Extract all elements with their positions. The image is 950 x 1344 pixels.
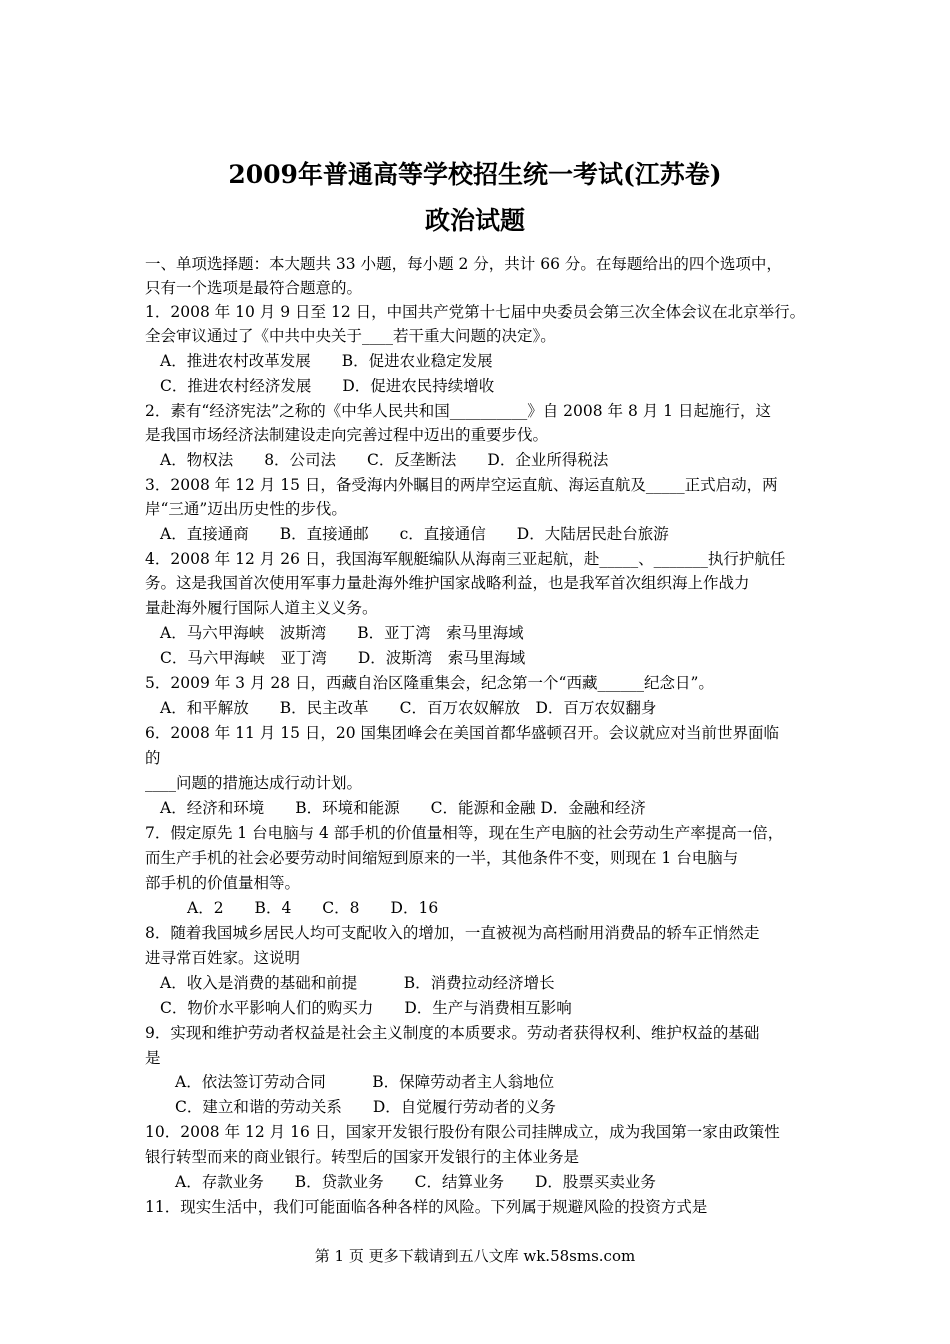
question-4-options: C．马六甲海峡 亚丁湾 D．波斯湾 索马里海域 xyxy=(160,649,526,667)
section-intro-line: 一、单项选择题：本大题共 33 小题，每小题 2 分，共计 66 分。在每题给出的四个选项中， xyxy=(145,255,782,273)
question-11-stem: 11．现实生活中，我们可能面临各种各样的风险。下列属于规避风险的投资方式是 xyxy=(145,1198,708,1216)
question-9-options: C．建立和谐的劳动关系 D．自觉履行劳动者的义务 xyxy=(175,1098,556,1116)
question-10-options: A．存款业务 B．贷款业务 C．结算业务 D．股票买卖业务 xyxy=(175,1173,656,1191)
question-8-stem: 进寻常百姓家。这说明 xyxy=(145,949,301,967)
section-intro-line: 只有一个选项是最符合题意的。 xyxy=(145,279,363,297)
question-8-stem: 8．随着我国城乡居民人均可支配收入的增加，一直被视为高档耐用消费品的轿车正悄然走 xyxy=(145,924,760,942)
question-7-stem: 而生产手机的社会必要劳动时间缩短到原来的一半，其他条件不变，则现在 1 台电脑与 xyxy=(145,849,739,867)
question-3-stem: 岸“三通”迈出历史性的步伐。 xyxy=(145,500,347,518)
question-7-options: A．2 B．4 C．8 D．16 xyxy=(187,899,439,917)
question-8-options: C．物价水平影响人们的购买力 D．生产与消费相互影响 xyxy=(160,999,572,1017)
question-5-stem: 5．2009 年 3 月 28 日，西藏自治区隆重集会，纪念第一个“西藏______纪念日”。 xyxy=(145,674,714,692)
question-2-stem: 是我国市场经济法制建设走向完善过程中迈出的重要步伐。 xyxy=(145,426,549,444)
question-2-options: A．物权法 8．公司法 C．反垄断法 D．企业所得税法 xyxy=(160,451,609,469)
question-2-stem: 2．素有“经济宪法”之称的《中华人民共和国__________》自 2008 年 8 月 1 日起施行，这 xyxy=(145,402,771,420)
question-4-stem: 务。这是我国首次使用军事力量赴海外维护国家战略利益，也是我军首次组织海上作战力 xyxy=(145,574,750,592)
question-1-options: C．推进农村经济发展 D．促进农民持续增收 xyxy=(160,377,495,395)
question-3-stem: 3．2008 年 12 月 15 日，备受海内外瞩目的两岸空运直航、海运直航及_____正式启动，两 xyxy=(145,476,778,494)
question-6-stem: 6．2008 年 11 月 15 日，20 国集团峰会在美国首都华盛顿召开。会议就应对当前世界面临 xyxy=(145,724,780,742)
question-7-stem: 部手机的价值量相等。 xyxy=(145,874,301,892)
question-6-stem: 的 xyxy=(145,749,161,767)
question-1-options: A．推进农村改革发展 B．促进农业稳定发展 xyxy=(160,352,493,370)
question-1-stem: 1．2008 年 10 月 9 日至 12 日，中国共产党第十七届中央委员会第三次全体会议在北京举行。 xyxy=(145,303,806,321)
question-8-options: A．收入是消费的基础和前提 B．消费拉动经济增长 xyxy=(160,974,555,992)
page-footer: 第 1 页 更多下载请到五八文库 wk.58sms.com xyxy=(314,1247,636,1265)
question-6-options: A．经济和环境 B．环境和能源 C．能源和金融 D．金融和经济 xyxy=(160,799,646,817)
question-4-stem: 4．2008 年 12 月 26 日，我国海军舰艇编队从海南三亚起航，赴_____、_______执行护航任 xyxy=(145,550,786,568)
question-4-stem: 量赴海外履行国际人道主义义务。 xyxy=(145,599,378,617)
exam-title: 2009年普通高等学校招生统一考试(江苏卷) xyxy=(228,160,722,189)
question-9-stem: 9．实现和维护劳动者权益是社会主义制度的本质要求。劳动者获得权利、维护权益的基础 xyxy=(145,1024,760,1042)
question-7-stem: 7．假定原先 1 台电脑与 4 部手机的价值量相等，现在生产电脑的社会劳动生产率提高一倍， xyxy=(145,824,784,842)
question-5-options: A．和平解放 B．民主改革 C．百万农奴解放 D．百万农奴翻身 xyxy=(160,699,657,717)
question-1-stem: 全会审议通过了《中共中央关于____若干重大问题的决定》。 xyxy=(145,327,556,345)
question-10-stem: 银行转型而来的商业银行。转型后的国家开发银行的主体业务是 xyxy=(145,1148,580,1166)
question-6-stem: ____问题的措施达成行动计划。 xyxy=(145,774,363,792)
question-10-stem: 10．2008 年 12 月 16 日，国家开发银行股份有限公司挂牌成立，成为我国第一家由政策性 xyxy=(145,1123,780,1141)
question-9-options: A．依法签订劳动合同 B．保障劳动者主人翁地位 xyxy=(175,1073,555,1091)
exam-subtitle: 政治试题 xyxy=(424,206,525,235)
question-4-options: A．马六甲海峡 波斯湾 B．亚丁湾 索马里海域 xyxy=(160,624,524,642)
question-9-stem: 是 xyxy=(145,1049,161,1067)
question-3-options: A．直接通商 B．直接通邮 c．直接通信 D．大陆居民赴台旅游 xyxy=(160,525,669,543)
